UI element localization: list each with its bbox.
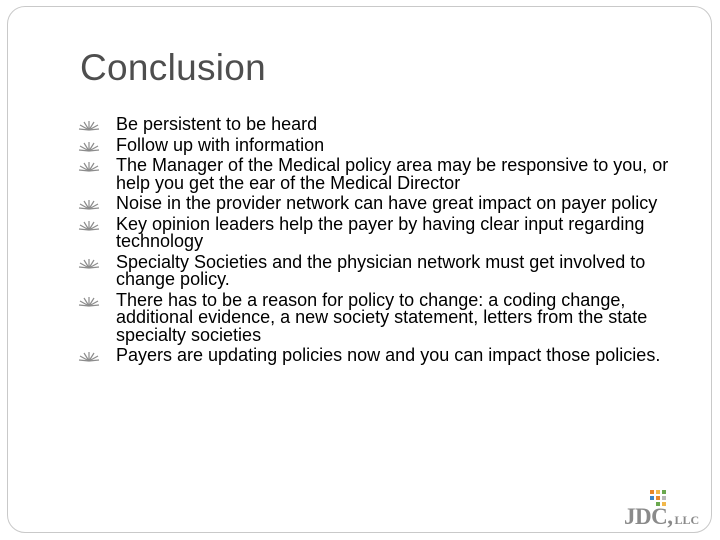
bullet-text: Specialty Societies and the physician network must get involved to change policy.	[116, 251, 646, 289]
bullet-text: The Manager of the Medical policy area may be responsive to you, or help you get the ear of the Medical Director	[116, 155, 669, 193]
bullet-text: There has to be a reason for policy to change: a coding change, additional evidence, a new society statement, letters from the state specialty societies	[116, 289, 648, 345]
sunburst-bullet-icon	[78, 199, 100, 210]
bullet-text: Key opinion leaders help the payer by having clear input regarding technology	[116, 213, 645, 251]
bullet-item	[78, 116, 678, 134]
bullet-text: Follow up with information	[116, 134, 325, 155]
bullet-item	[78, 251, 678, 289]
bullet-item	[78, 213, 678, 251]
sunburst-bullet-icon	[78, 161, 100, 172]
logo-wordmark	[624, 504, 699, 530]
sunburst-bullet-icon	[78, 351, 100, 362]
sunburst-bullet-icon	[78, 296, 100, 307]
bullet-text: Be persistent to be heard	[116, 114, 318, 134]
sunburst-bullet-icon	[78, 220, 100, 231]
logo-suffix: LLC	[674, 513, 700, 527]
sunburst-bullet-icon	[78, 120, 100, 131]
bullet-item	[78, 347, 678, 365]
bullet-item	[78, 195, 678, 213]
bullet-list	[78, 116, 678, 368]
company-logo	[624, 490, 704, 530]
sunburst-bullet-icon	[78, 258, 100, 269]
slide-title: Conclusion	[80, 47, 267, 88]
bullet-text: Noise in the provider network can have great impact on payer policy	[116, 193, 658, 213]
sunburst-bullet-icon	[78, 141, 100, 152]
bullet-item	[78, 289, 678, 345]
bullet-text: Payers are updating policies now and you can impact those policies.	[116, 345, 661, 365]
bullet-item	[78, 157, 678, 192]
bullet-item	[78, 134, 678, 155]
logo-text: JDC,	[624, 504, 673, 529]
